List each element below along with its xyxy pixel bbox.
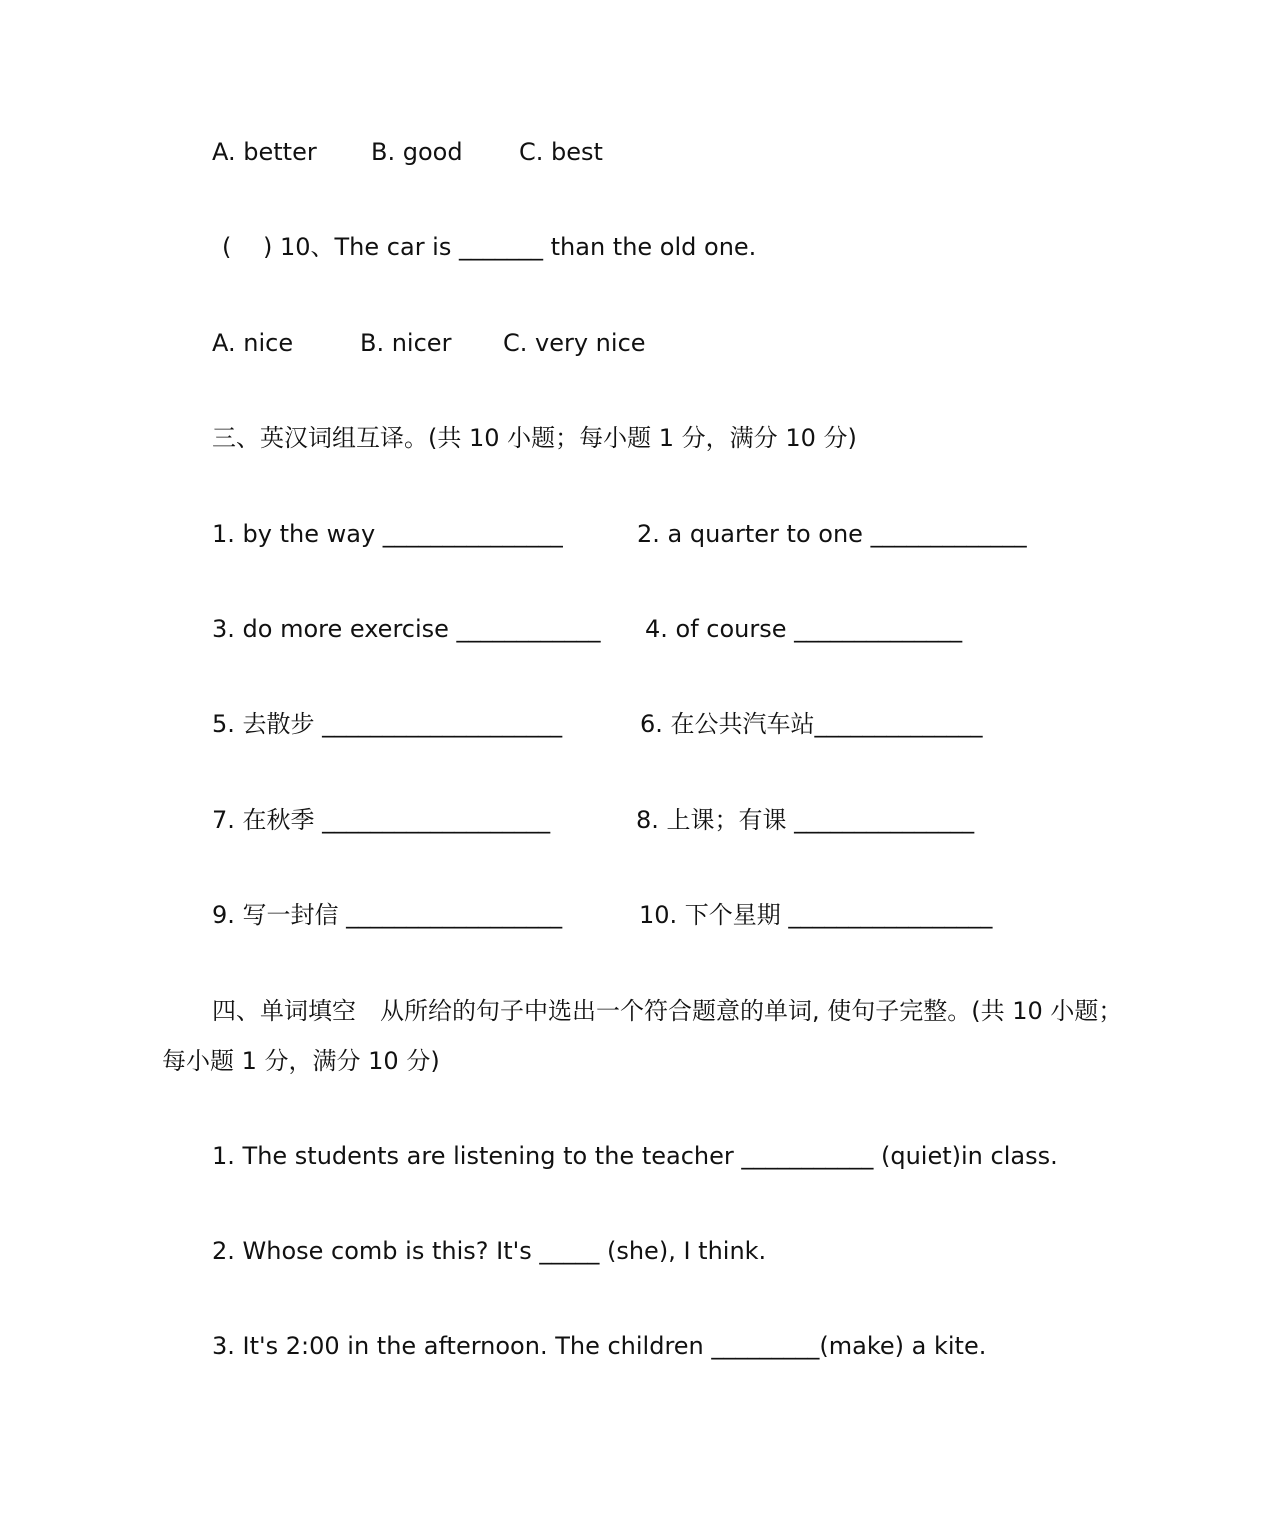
question-10: ( ) 10、The car is _______ than the old one.: [222, 233, 757, 261]
phrase-item: 7. 在秋季 ___________________: [212, 806, 551, 834]
phrase-item: 1. by the way _______________: [212, 520, 563, 548]
section-4-heading-continued: 每小题 1 分，满分 10 分): [162, 1047, 440, 1075]
option-b: B. good: [371, 138, 463, 166]
phrase-item: 6. 在公共汽车站______________: [640, 710, 983, 738]
section-3-heading: 三、英汉词组互译。(共 10 小题；每小题 1 分，满分 10 分): [212, 424, 857, 452]
fill-in-sentence: 2. Whose comb is this? It's _____ (she), I think.: [212, 1237, 767, 1265]
fill-in-sentence: 1. The students are listening to the teacher ___________ (quiet)in class.: [212, 1142, 1058, 1170]
phrase-item: 2. a quarter to one _____________: [637, 520, 1027, 548]
section-4-heading: 四、单词填空 从所给的句子中选出一个符合题意的单词, 使句子完整。(共 10 小题；: [212, 997, 1123, 1025]
phrase-item: 10. 下个星期 _________________: [639, 901, 993, 929]
option-a: A. better: [212, 138, 317, 166]
option-c: C. best: [519, 138, 603, 166]
phrase-item: 8. 上课；有课 _______________: [636, 806, 975, 834]
option-b: B. nicer: [360, 329, 452, 357]
phrase-item: 9. 写一封信 __________________: [212, 901, 563, 929]
phrase-item: 4. of course ______________: [645, 615, 963, 643]
phrase-item: 3. do more exercise ____________: [212, 615, 601, 643]
option-a: A. nice: [212, 329, 294, 357]
option-c: C. very nice: [503, 329, 646, 357]
phrase-item: 5. 去散步 ____________________: [212, 710, 563, 738]
fill-in-sentence: 3. It's 2:00 in the afternoon. The children _________(make) a kite.: [212, 1332, 987, 1360]
